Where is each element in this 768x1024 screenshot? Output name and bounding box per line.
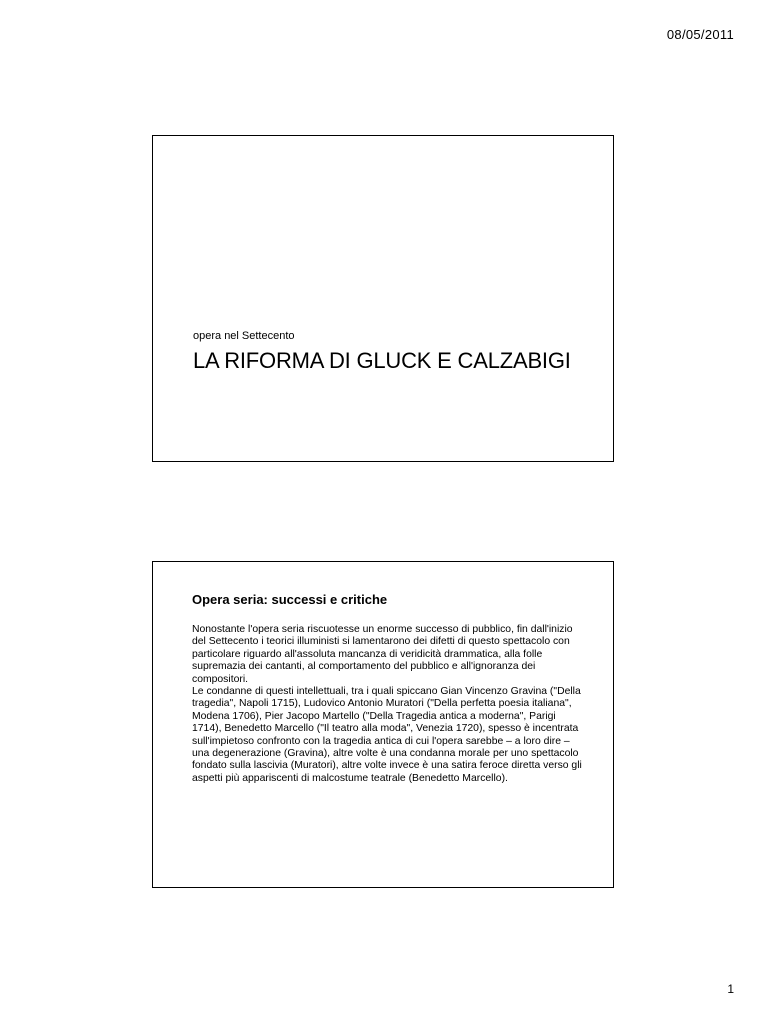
slide-heading: Opera seria: successi e critiche [192, 592, 388, 607]
slide-subtitle: opera nel Settecento [193, 330, 295, 342]
slide-main-title: LA RIFORMA DI GLUCK E CALZABIGI [193, 348, 571, 373]
slide-body-text [192, 624, 587, 785]
page-number: 1 [727, 982, 734, 996]
print-date: 08/05/2011 [666, 27, 734, 42]
body-paragraph: Nonostante l'opera seria riscuotesse un enorme successo di pubblico, fin dall'inizio del Settecento i teorici illuministi si lamentarono dei difetti di questo spettacolo con particolare riguardo all'assoluta mancanza di veridicità drammatica, alla folle supremazia dei cantanti, al comportamento del pubblico e all'ignoranza dei compositori. [192, 624, 573, 685]
body-paragraph: Le condanne di questi intellettuali, tra i quali spiccano Gian Vincenzo Gravina ("Della tragedia", Napoli 1715), Ludovico Antonio Muratori ("Della perfetta poesia italiana", Modena 1706), Pier Jacopo Martello ("Della Tragedia antica a moderna", Parigi 1714), Benedetto Marcello ("Il teatro alla moda", Venezia 1720), spesso è incentrata sull'impietoso confronto con la tragedia antica di cui l'opera sarebbe – a loro dire – una degenerazione (Gravina), altre volte è una condanna morale per uno spettacolo fondato sulla lascivia (Muratori), altre volte invece è una satira feroce diretta verso gli aspetti più appariscenti di malcostume teatrale (Benedetto Marcello). [192, 686, 582, 784]
slide-content [152, 561, 614, 888]
slide-title [152, 135, 614, 462]
